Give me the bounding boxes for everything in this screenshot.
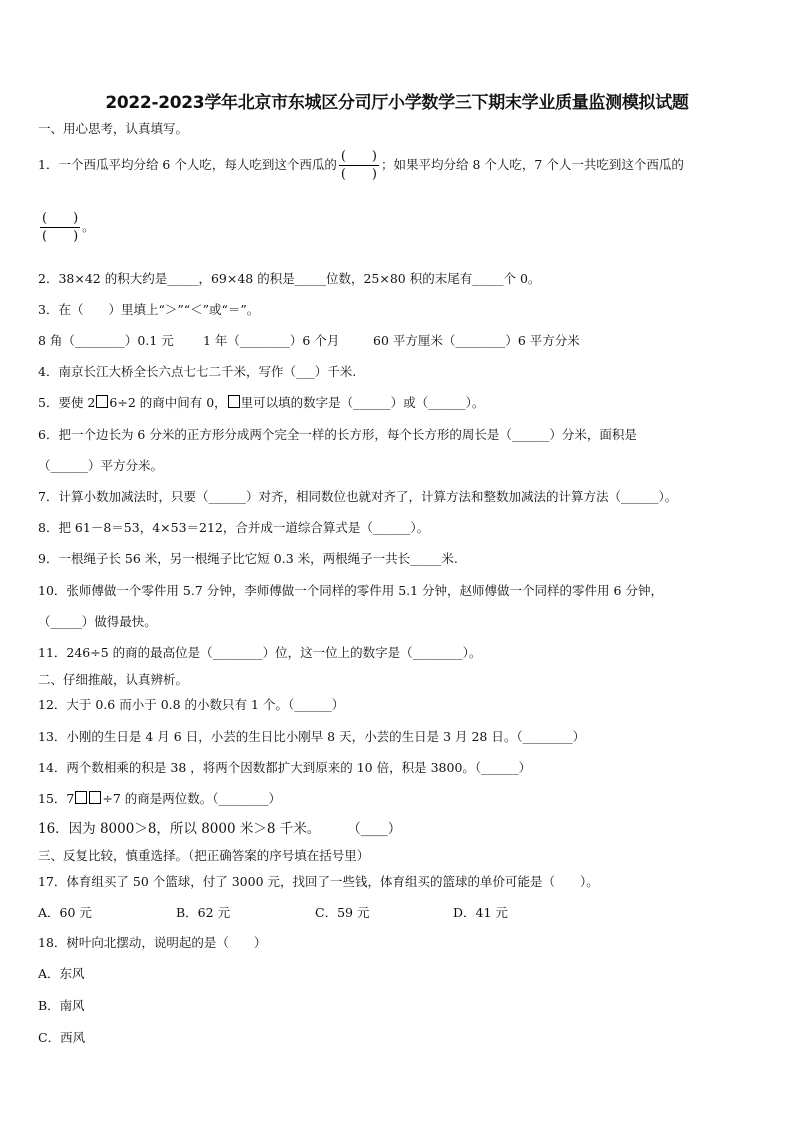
option-c: C．59 元 <box>315 905 370 920</box>
question-1-end: 。 <box>82 219 95 234</box>
question-6: 6．把一个边长为 6 分米的正方形分成两个完全一样的长方形，每个长方形的周长是（______）分米，面积是 <box>38 427 637 442</box>
question-7: 7．计算小数加减法时，只要（______）对齐，相同数位也就对齐了，计算方法和整数加减法的计算方法（______）。 <box>38 489 678 504</box>
question-15 <box>38 791 281 807</box>
option-a: A．60 元 <box>38 905 92 920</box>
question-18: 18．树叶向北摆动，说明起的是（ ） <box>38 935 267 950</box>
question-15-text-a: 15．7 <box>38 791 75 806</box>
question-6-continued: （______）平方分米。 <box>38 458 164 473</box>
question-1-text-b: ；如果平均分给 8 个人吃，7 个人一共吃到这个西瓜的 <box>381 157 684 172</box>
question-3: 3．在（ ）里填上“＞”“＜”或“＝”。 <box>38 302 260 317</box>
option-c: C．西风 <box>38 1030 86 1045</box>
option-a: A．东风 <box>38 966 85 981</box>
option-b: B．南风 <box>38 998 85 1013</box>
question-8: 8．把 61－8＝53，4×53＝212，合并成一道综合算式是（______）。 <box>38 520 430 535</box>
question-3-item: 8 角（________）0.1 元 <box>38 333 174 348</box>
question-2: 2．38×42 的积大约是_____，69×48 的积是_____位数，25×80 积的末尾有_____个 0。 <box>38 271 541 286</box>
fraction-blank <box>339 148 379 183</box>
question-15-text-b: ÷7 的商是两位数。（________） <box>102 791 282 806</box>
section-3-heading: 三、反复比较，慎重选择。（把正确答案的序号填在括号里） <box>38 848 370 863</box>
question-1 <box>38 148 684 183</box>
question-16: 16．因为 8000＞8，所以 8000 米＞8 千米。 （____） <box>38 821 402 837</box>
question-3-item: 60 平方厘米（________）6 平方分米 <box>373 333 580 348</box>
question-9: 9．一根绳子长 56 米，另一根绳子比它短 0.3 米，两根绳子一共长_____米. <box>38 551 458 566</box>
section-1-heading: 一、用心思考，认真填写。 <box>38 121 189 136</box>
question-10: 10．张师傅做一个零件用 5.7 分钟，李师傅做一个同样的零件用 5.1 分钟，赵师傅做一个同样的零件用 6 分钟， <box>38 583 663 598</box>
option-d: D．41 元 <box>453 905 508 920</box>
section-2-heading: 二、仔细推敲，认真辨析。 <box>38 672 189 687</box>
question-17: 17．体育组买了 50 个篮球，付了 3000 元，找回了一些钱，体育组买的篮球的单价可能是（ ）。 <box>38 874 599 889</box>
fraction-denominator: ( ) <box>340 167 378 182</box>
question-5-text-a: 5．要使 2 <box>38 395 96 410</box>
question-3-item: 1 年（________）6 个月 <box>203 333 340 348</box>
question-1-text-a: 1．一个西瓜平均分给 6 个人吃，每人吃到这个西瓜的 <box>38 157 337 172</box>
fraction-numerator: ( ) <box>42 211 79 226</box>
question-5-text-c: 里可以填的数字是（______）或（______）。 <box>240 395 485 410</box>
question-14: 14．两个数相乘的积是 38 ，将两个因数都扩大到原来的 10 倍，积是 3800。（______） <box>38 760 532 775</box>
question-17-options <box>38 905 508 921</box>
blank-box-icon <box>228 395 240 408</box>
question-5 <box>38 395 484 411</box>
fraction-denominator: ( ) <box>42 229 79 244</box>
blank-box-icon <box>96 395 108 408</box>
question-1-continued <box>38 210 95 245</box>
question-13: 13．小刚的生日是 4 月 6 日，小芸的生日比小刚早 8 天，小芸的生日是 3 月 28 日。（________） <box>38 729 586 744</box>
question-5-text-b: 6÷2 的商中间有 0， <box>109 395 227 410</box>
question-10-continued: （_____）做得最快。 <box>38 614 157 629</box>
page-title: 2022-2023学年北京市东城区分司厅小学数学三下期末学业质量监测模拟试题 <box>105 93 689 113</box>
blank-box-icon <box>75 791 87 804</box>
question-11: 11．246÷5 的商的最高位是（________）位，这一位上的数字是（________）。 <box>38 645 482 660</box>
option-b: B．62 元 <box>176 905 231 920</box>
question-4: 4．南京长江大桥全长六点七七二千米，写作（___）千米. <box>38 364 357 379</box>
fraction-numerator: ( ) <box>340 149 378 164</box>
question-3-items <box>38 333 580 349</box>
blank-box-icon <box>89 791 101 804</box>
fraction-blank <box>40 210 80 245</box>
question-12: 12．大于 0.6 而小于 0.8 的小数只有 1 个。（______） <box>38 697 345 712</box>
